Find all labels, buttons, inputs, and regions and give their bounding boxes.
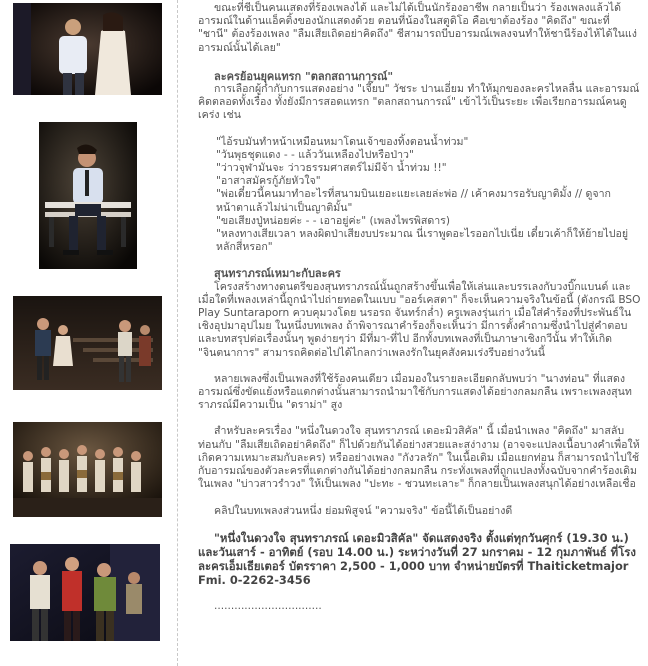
section-heading-era: ละครย้อนยุคแทรก "ตลกสถานการณ์" <box>214 69 394 83</box>
quote-item: "หลงทางเสียเวลา หลงผิดป่าเสียงบประมาณ นี่เราพูดอะไรออกไปเนี่ย เดี๋ยวเค้าก็ให้ย้ายไปอยู่หลักสี่หรอก" <box>216 228 629 254</box>
stage-photo-ensemble <box>13 422 162 517</box>
stage-photo-performers <box>13 296 162 390</box>
music-paragraph: โครงสร้างทางดนตรีของสุนทราภรณ์นั้นถูกสร้างขึ้นเพื่อให้เล่นและบรรเลงกับวงบิ๊กแบนด์ และเมื่อใดที่เพลงเหล่านี้ถูกนำไปถ่ายทอดในแบบ "ออร์เคสตา" ก็จะเห็นความจริงในข้อนี้ (ดังกรณี BSO Play Suntaraporn ควบคุมวงโดย นรอรถ จันทร์กล่ำ) ครูเพลงรุ่นเก่า เมื่อใส่คำร้องที่ประพันธ์ในเชิงอุปมาอุปไมย ในหนึ่งบทเพลง ถ้าพิจารณาคำร้องก็จะเห็นว่า มีการตั้งคำถามซึ่งนำไปสู่คำตอบและบทสรุปต่อเรื่องนั้นๆ พูดง่ายๆว่า มีที่มา-ที่ไป อีกทั้งบทเพลงที่เป็นภาษาเชิงกวีนั้น ทำให้เกิด "จินตนาการ" สามารถคิดต่อไปได้ไกลกว่าเพลงรักในยุคสังคมเร่งรีบอย่างวันนี้ <box>198 280 641 359</box>
clip-paragraph: คลิปในบทเพลงส่วนหนึ่ง ย่อมพิสูจน์ "ความจริง" ข้อนี้ได้เป็นอย่างดี <box>214 504 513 517</box>
stage-photo-man-bench <box>39 122 137 269</box>
quote-list <box>198 136 642 255</box>
quote-item: "อาสาสมัครกู้ภัยหัวใจ" <box>216 175 321 188</box>
intro-paragraph: ขณะที่ชีเป็นคนแสดงที่ร้องเพลงได้ และไม่ได้เป็นนักร้องอาชีพ กลายเป็นว่า ร้องเพลงแล้วได้อารมณ์ในด้านแอ็คติ้งของนักแสดงด้วย ตอนที่น้องในสตูดิโอ คือเขาต้องร้อง "คิดถึง" ขณะที่ "ชานี" ต้องร้องเพลง "ลืมเสียเถิดอย่าคิดถึง" ชีสามารถบีบอารมณ์เพลงจนทำให้ชานีร้องไห้ได้ในแง่อารมณ์นั้นได้เลย" <box>198 2 637 54</box>
section-heading-music: สุนทราภรณ์เหมาะกับละคร <box>214 267 341 281</box>
music-paragraph-3: สำหรับละครเรื่อง "หนึ่งในดวงใจ สุนทราภรณ์ เดอะมิวสิคัล" นี้ เมื่อนำเพลง "คิดถึง" มาสลับท่อนกับ "ลืมเสียเถิดอย่าคิดถึง" ก็ไปด้วยกันได้อย่างสวยและสง่างาม (อาจจะแปลงเนื้อบางคำเพื่อให้เกิดความเหมาะสมกับละคร) หรืออย่างเพลง "กังวลรัก" ในเนื้อเดิม เมื่อแยกท่อน ก็สามารถนำไปใช้กับอารมณ์ของตัวละครที่แตกต่างกันได้อย่างกลมกลืน กระทั่งเพลงที่ถูกแปลงทั้งฉบับจากคำร้องเดิมในเพลง "บ่าวสาวรำวง" ให้เป็นเพลง "ปะทะ - ชวนทะเลาะ" ก็กลายเป็นเพลงสนุกได้อย่างเหลือเชื่อ <box>198 425 640 491</box>
article-body <box>198 2 642 613</box>
dotted-separator: ................................ <box>214 599 322 612</box>
quote-item: "ขอเสียงปู่หน่อยค่ะ - - เอาอยู่ค่ะ" (เพลงไพรพิสดาร) <box>216 214 451 227</box>
music-paragraph-2: หลายเพลงซึ่งเป็นเพลงที่ใช้ร้องคนเดียว เมื่อมองในรายละเอียดกลับพบว่า "นางท่อน" ที่แสดงอารมณ์ซึ่งขัดแย้งหรือแตกต่างนั้นสามารถนำมาใช้กับการแสดงได้อย่างกลมกลืน เพราะเพลงสุนทราภรณ์มีความเป็น "ดราม่า" สูง <box>198 372 632 412</box>
show-info: "หนึ่งในดวงใจ สุนทราภรณ์ เดอะมิวสิคัล" จัดแสดงจริง ตั้งแต่ทุกวันศุกร์ (19.30 น.) และวันเสาร์ - อาทิตย์ (รอบ 14.00 น.) ระหว่างวันที่ 27 มกราคม - 12 กุมภาพันธ์ ที่โรงละครเอ็มเธียเตอร์ บัตรราคา 2,500 - 1,000 บาท จำหน่ายบัตรที่ Thaiticketmajor Fmi. 0-2262-3456 <box>198 530 636 587</box>
column-divider <box>177 0 178 666</box>
quote-item: "พ่อเดี๋ยวนี้คนมาทำอะไรที่สนามบินเยอะแยะเลยล่ะพ่อ // เค้าคงมารอรับญาติมั้ง // ดูจากหน้าตาแล้วไม่น่าเป็นญาติมั้น" <box>216 188 611 214</box>
stage-photo-group <box>10 544 160 641</box>
quote-item: "ว่าวจุฬามันจะ ว่าวธรรมศาสตร์ไม่มีจ้า น้ำท่วม !!" <box>216 162 447 175</box>
era-paragraph: การเลือกผู้กำกับการแสดงอย่าง "เจี๊ยบ" วัชระ ปานเอี่ยม ทำให้มุกของละครไหลลื่น และอารมณ์คิดตลอดทั้งเรื่อง ทั้งยังมีการสอดแทรก "ตลกสถานการณ์" เข้าไว้เป็นระยะ เพื่อเรียกอารมณ์คนดูเคร่ง เช่น <box>198 83 640 122</box>
stage-photo-couple <box>13 3 162 95</box>
quote-item: "วันพุธชุดแดง - - แล้ววันเหลืองไปหรือป่าว" <box>216 148 414 161</box>
quote-item: "ไอ้รบมันทำหน้าเหมือนหมาโดนเจ้าของทิ้งตอนน้ำท่วม" <box>216 135 469 148</box>
